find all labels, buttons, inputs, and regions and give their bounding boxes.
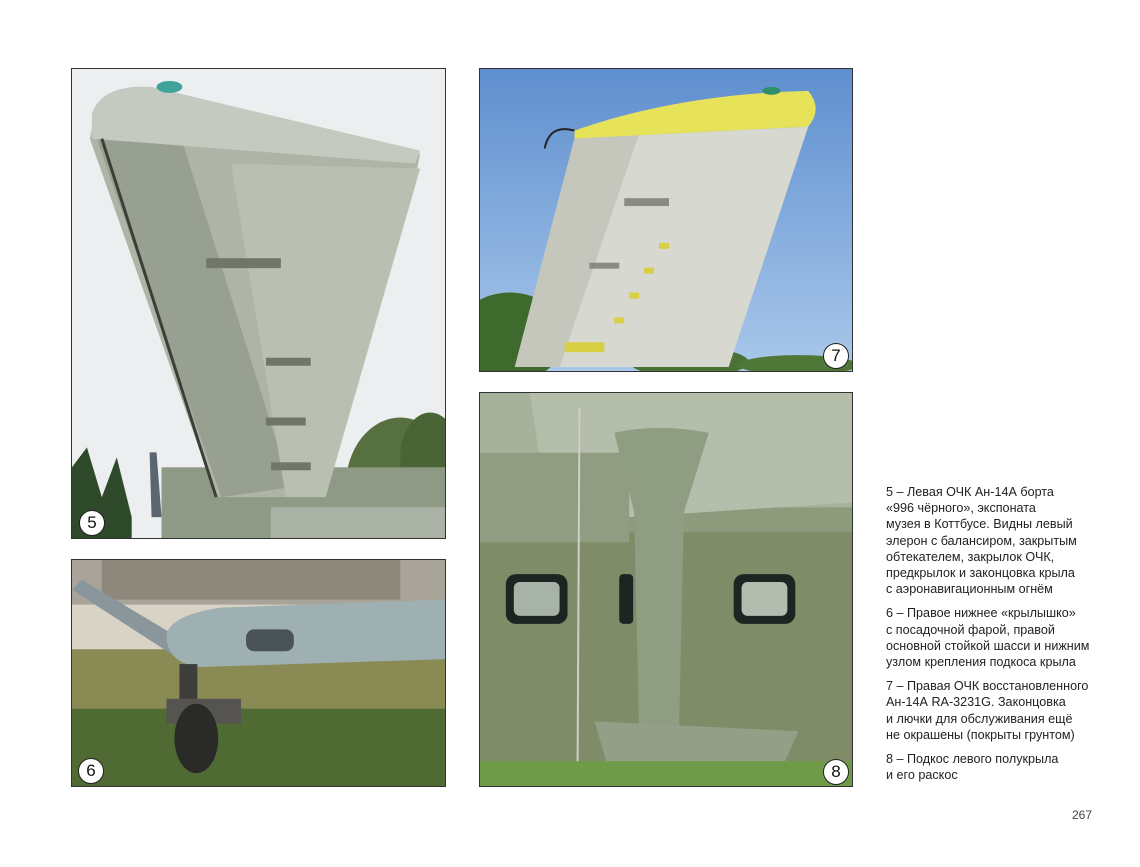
caption-7: 7 – Правая ОЧК восстановленного Ан-14А RA-3231G. Законцовка и лючки для обслуживания ещё не окрашены (покрыты грунтом) (886, 679, 1089, 742)
photo-8-image (480, 393, 852, 786)
photo-8 (479, 392, 853, 787)
photo-7 (479, 68, 853, 372)
photo-5-number: 5 (79, 510, 105, 536)
caption-8: 8 – Подкос левого полукрыла и его раскос (886, 752, 1059, 783)
photo-6 (71, 559, 446, 787)
caption-list (886, 484, 1126, 791)
photo-8-number: 8 (823, 759, 849, 785)
photo-7-number: 7 (823, 343, 849, 369)
page-number: 267 (1072, 808, 1093, 822)
photo-5-image (72, 69, 445, 538)
caption-6: 6 – Правое нижнее «крылышко» с посадочной фарой, правой основной стойкой шасси и нижним узлом крепления подкоса крыла (886, 606, 1090, 670)
photo-6-image (72, 560, 445, 786)
caption-5: 5 – Левая ОЧК Ан-14А борта «996 чёрного», экспоната музея в Коттбусе. Видны левый элерон с балансиром, закрытым обтекателем, закрылок ОЧК, предкрылок и законцовка крыла с аэронавигационным огнём (886, 485, 1077, 597)
photo-5 (71, 68, 446, 539)
photo-7-image (480, 69, 852, 371)
photo-6-number: 6 (78, 758, 104, 784)
